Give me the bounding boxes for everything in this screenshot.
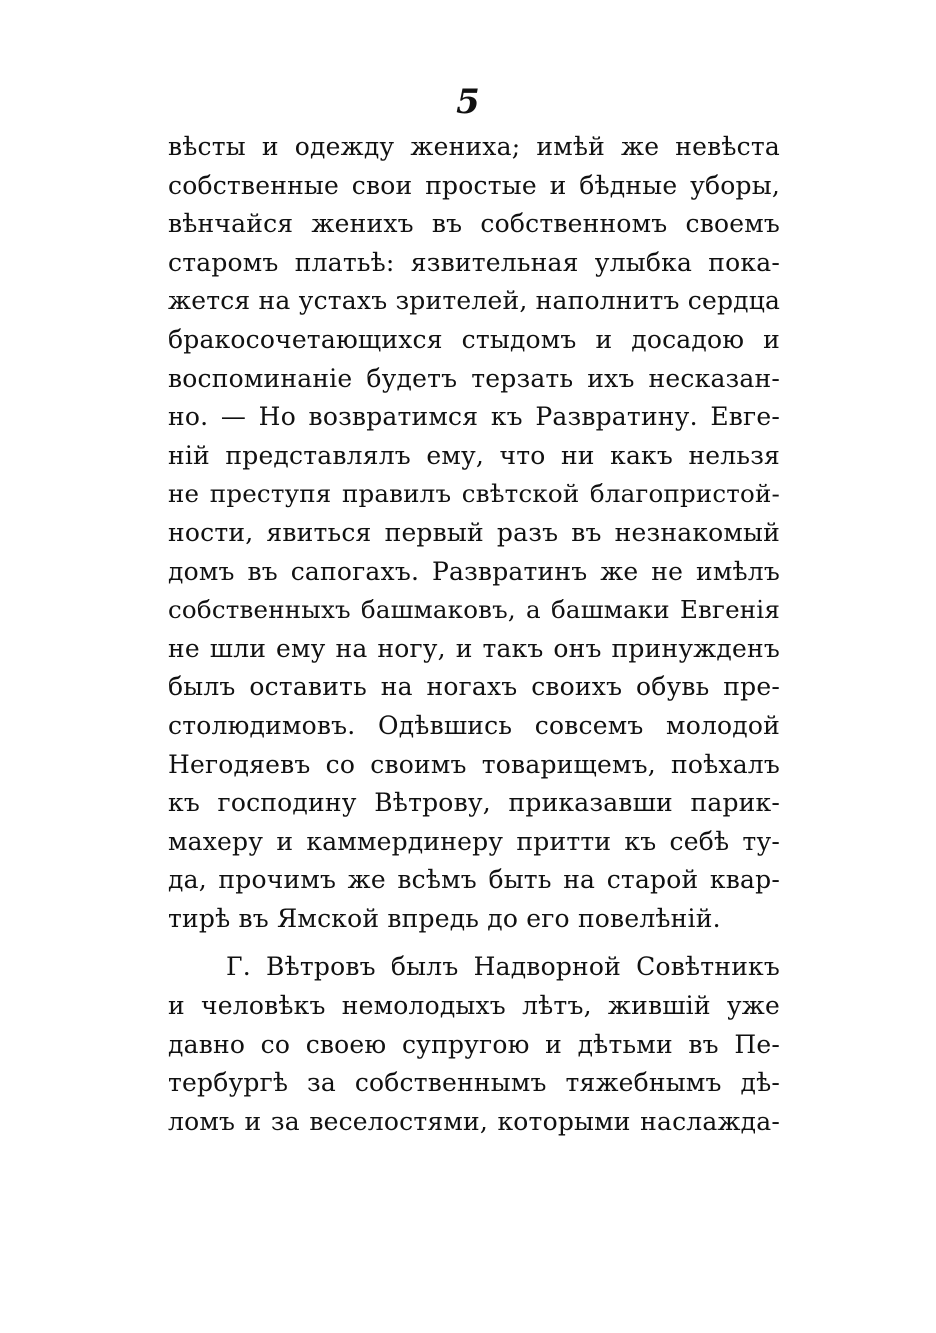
text-line: Г. Вѣтровъ былъ Надворной Совѣтникъ: [226, 952, 780, 982]
text-line: къ господину Вѣтрову, приказавши парик-: [168, 788, 780, 818]
page-number: 5: [456, 82, 480, 122]
text-line: давно со своею супругою и дѣтьми въ Пе-: [168, 1029, 780, 1059]
text-line: тербургѣ за собственнымъ тяжебнымъ дѣ-: [168, 1068, 780, 1098]
text-line: тирѣ въ Ямской впредь до его повелѣній.: [168, 903, 721, 933]
text-line: ній представлялъ ему, что ни какъ нельзя: [168, 440, 780, 470]
text-line: старомъ платьѣ: язвительная улыбка пока-: [168, 247, 780, 277]
text-line: вѣсты и одежду жениха; имѣй же невѣста: [168, 132, 780, 161]
text-block: [168, 128, 780, 1141]
text-line: но. — Но возвратимся къ Развратину. Евге-: [168, 402, 780, 432]
text-line: не шли ему на ногу, и такъ онъ принужденъ: [168, 633, 780, 663]
text-line: вѣнчайся женихъ въ собственномъ своемъ: [168, 209, 780, 239]
text-line: собственные свои простые и бѣдные уборы,: [168, 170, 780, 200]
text-line: жется на устахъ зрителей, наполнитъ сердца: [168, 286, 781, 316]
text-line: столюдимовъ. Одѣвшись совсемъ молодой: [168, 710, 780, 740]
text-line: собственныхъ башмаковъ, а башмаки Евгенія: [168, 595, 780, 625]
text-line: бракосочетающихся стыдомъ и досадою и: [168, 324, 780, 354]
text-line: махеру и каммердинеру притти къ себѣ ту-: [168, 826, 780, 856]
paragraph-1: [168, 128, 780, 938]
text-line: воспоминаніе будетъ терзать ихъ несказан-: [168, 363, 780, 393]
text-line: домъ въ сапогахъ. Развратинъ же не имѣлъ: [168, 556, 780, 586]
text-line: и человѣкъ немолодыхъ лѣтъ, жившій уже: [168, 991, 780, 1021]
text-line: не преступя правилъ свѣтской благопристой-: [168, 479, 780, 509]
text-line: ломъ и за веселостями, которыми наслажда-: [168, 1106, 780, 1136]
paragraph-2: [168, 948, 780, 1141]
text-line: ности, явиться первый разъ въ незнакомый: [168, 517, 780, 547]
text-line: былъ оставить на ногахъ своихъ обувь пре-: [168, 672, 780, 702]
text-line: да, прочимъ же всѣмъ быть на старой квар-: [168, 865, 780, 895]
text-line: Негодяевъ со своимъ товарищемъ, поѣхалъ: [168, 749, 780, 779]
paragraph-gap: [168, 938, 780, 948]
